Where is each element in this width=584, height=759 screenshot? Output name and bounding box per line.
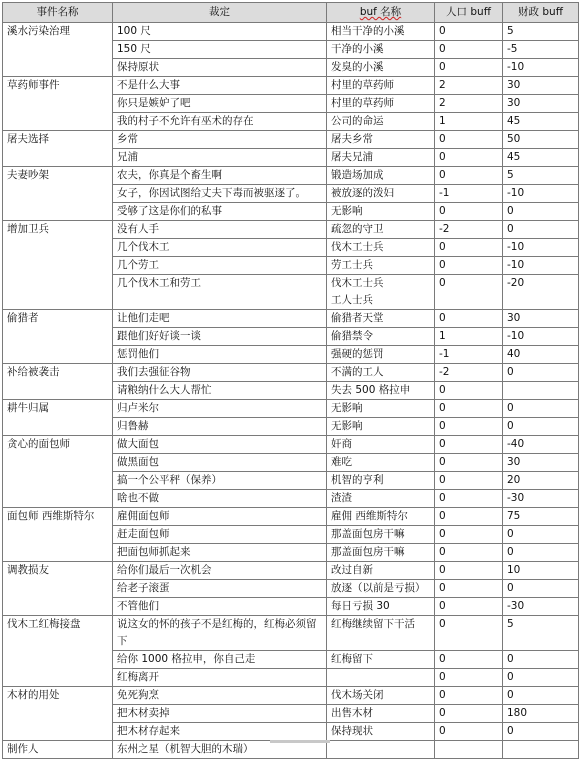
decision-cell: 说这女的怀的孩子不是红梅的，红梅必须留下: [113, 616, 327, 651]
table-row: [3, 364, 579, 382]
finance-buff-cell: -10: [503, 239, 579, 257]
finance-buff-cell: -10: [503, 328, 579, 346]
population-buff-cell: 0: [435, 418, 503, 436]
buf-name-cell: 公司的命运: [327, 113, 435, 131]
decision-cell: 保持原状: [113, 59, 327, 77]
population-buff-cell: 0: [435, 41, 503, 59]
event-name-cell: 溪水污染治理: [3, 23, 113, 77]
table-row: [3, 687, 579, 705]
event-name-cell: 补给被袭击: [3, 364, 113, 400]
buff-table-sheet: [2, 2, 579, 759]
decision-cell: 给老子滚蛋: [113, 580, 327, 598]
population-buff-cell: 2: [435, 77, 503, 95]
finance-buff-cell: 20: [503, 472, 579, 490]
finance-buff-cell: 0: [503, 580, 579, 598]
buf-name-cell: 锻造场加成: [327, 167, 435, 185]
population-buff-cell: 1: [435, 113, 503, 131]
decision-cell: 给你们最后一次机会: [113, 562, 327, 580]
decision-cell: 几个劳工: [113, 257, 327, 275]
buf-name-cell: 相当干净的小溪: [327, 23, 435, 41]
table-row: [3, 310, 579, 328]
buf-name-cell: 奸商: [327, 436, 435, 454]
finance-buff-cell: 0: [503, 364, 579, 382]
decision-cell: 把木材存起来: [113, 723, 327, 741]
event-name-cell: 夫妻吵架: [3, 167, 113, 221]
table-row: [3, 741, 579, 759]
decision-cell: 让他们走吧: [113, 310, 327, 328]
table-row: [3, 616, 579, 651]
decision-cell: 归鲁赫: [113, 418, 327, 436]
buf-name-cell: 无影响: [327, 418, 435, 436]
population-buff-cell: 0: [435, 580, 503, 598]
decision-cell: 把面包师抓起来: [113, 544, 327, 562]
finance-buff-cell: 0: [503, 526, 579, 544]
finance-buff-cell: 75: [503, 508, 579, 526]
decision-cell: 赶走面包师: [113, 526, 327, 544]
buf-name-cell: 被放逐的泼妇: [327, 185, 435, 203]
population-buff-cell: 0: [435, 203, 503, 221]
finance-buff-cell: -5: [503, 41, 579, 59]
buf-name-cell: 无影响: [327, 400, 435, 418]
buf-name-cell: 放逐（以前是亏损）: [327, 580, 435, 598]
decision-cell: 搞一个公平秤（保养）: [113, 472, 327, 490]
finance-buff-cell: 0: [503, 651, 579, 669]
buf-name-cell: 不满的工人: [327, 364, 435, 382]
buf-name-cell: 机智的亨利: [327, 472, 435, 490]
population-buff-cell: 0: [435, 131, 503, 149]
table-row: [3, 23, 579, 41]
population-buff-cell: 0: [435, 669, 503, 687]
buf-name-cell: 偷猎禁令: [327, 328, 435, 346]
population-buff-cell: 0: [435, 149, 503, 167]
buf-name-cell: 发臭的小溪: [327, 59, 435, 77]
table-row: [3, 562, 579, 580]
decision-cell: 做大面包: [113, 436, 327, 454]
table-row: [3, 400, 579, 418]
population-buff-cell: 0: [435, 526, 503, 544]
header-decision: 裁定: [113, 3, 327, 23]
decision-cell: 归卢米尔: [113, 400, 327, 418]
population-buff-cell: 0: [435, 616, 503, 651]
population-buff-cell: 0: [435, 400, 503, 418]
population-buff-cell: 0: [435, 472, 503, 490]
buf-name-cell: 伐木工士兵 工人士兵: [327, 275, 435, 310]
finance-buff-cell: 10: [503, 562, 579, 580]
finance-buff-cell: -40: [503, 436, 579, 454]
buf-name-cell: 伐木工士兵: [327, 239, 435, 257]
header-population: 人口 buff: [435, 3, 503, 23]
decision-cell: 红梅离开: [113, 669, 327, 687]
buf-name-cell: 村里的草药师: [327, 95, 435, 113]
decision-cell: 雇佣面包师: [113, 508, 327, 526]
decision-cell: 乡常: [113, 131, 327, 149]
finance-buff-cell: -10: [503, 185, 579, 203]
table-row: [3, 131, 579, 149]
population-buff-cell: 0: [435, 687, 503, 705]
buf-name-cell: [327, 741, 435, 759]
finance-buff-cell: 30: [503, 95, 579, 113]
event-name-cell: 调教损友: [3, 562, 113, 616]
population-buff-cell: 1: [435, 328, 503, 346]
finance-buff-cell: 30: [503, 77, 579, 95]
buf-name-cell: 那盖面包房干嘛: [327, 544, 435, 562]
buf-name-cell: 伐木场关闭: [327, 687, 435, 705]
population-buff-cell: [435, 741, 503, 759]
decision-cell: 不是什么大事: [113, 77, 327, 95]
decision-cell: 几个伐木工和劳工: [113, 275, 327, 310]
buf-name-cell: 干净的小溪: [327, 41, 435, 59]
buff-table: [2, 2, 579, 759]
finance-buff-cell: 50: [503, 131, 579, 149]
buf-name-cell: 每日亏损 30: [327, 598, 435, 616]
population-buff-cell: -1: [435, 346, 503, 364]
table-row: [3, 221, 579, 239]
buf-name-cell: 屠夫兄浦: [327, 149, 435, 167]
population-buff-cell: 0: [435, 275, 503, 310]
decision-cell: 女子，你因试图给丈夫下毒而被驱逐了。: [113, 185, 327, 203]
finance-buff-cell: 0: [503, 687, 579, 705]
page-divider: [270, 740, 330, 743]
buf-name-cell: 雇佣 西维斯特尔: [327, 508, 435, 526]
population-buff-cell: -1: [435, 185, 503, 203]
header-row: [3, 3, 579, 23]
buf-name-cell: [327, 669, 435, 687]
buf-name-cell: 屠夫乡常: [327, 131, 435, 149]
finance-buff-cell: -10: [503, 59, 579, 77]
event-name-cell: 耕牛归属: [3, 400, 113, 436]
decision-cell: 100 尺: [113, 23, 327, 41]
decision-cell: 兄浦: [113, 149, 327, 167]
decision-cell: 农夫，你真是个畜生啊: [113, 167, 327, 185]
buf-name-cell: 红梅继续留下干活: [327, 616, 435, 651]
buf-name-cell: 疏忽的守卫: [327, 221, 435, 239]
buf-name-cell: 失去 500 格拉申: [327, 382, 435, 400]
finance-buff-cell: [503, 382, 579, 400]
event-name-cell: 制作人: [3, 741, 113, 759]
population-buff-cell: 0: [435, 436, 503, 454]
population-buff-cell: 0: [435, 544, 503, 562]
decision-cell: 惩罚他们: [113, 346, 327, 364]
finance-buff-cell: 0: [503, 418, 579, 436]
decision-cell: 150 尺: [113, 41, 327, 59]
decision-cell: 东州之星（机智大胆的木瑞）: [113, 741, 327, 759]
decision-cell: 受够了这是你们的私事: [113, 203, 327, 221]
decision-cell: 请粮纳什么大人帮忙: [113, 382, 327, 400]
buf-name-cell: 改过自新: [327, 562, 435, 580]
population-buff-cell: 0: [435, 59, 503, 77]
population-buff-cell: 0: [435, 23, 503, 41]
population-buff-cell: 0: [435, 239, 503, 257]
finance-buff-cell: -20: [503, 275, 579, 310]
decision-cell: 做黑面包: [113, 454, 327, 472]
population-buff-cell: 0: [435, 508, 503, 526]
finance-buff-cell: 45: [503, 149, 579, 167]
header-buf-label: buf 名称: [359, 6, 402, 18]
finance-buff-cell: 5: [503, 167, 579, 185]
decision-cell: 给你 1000 格拉申，你自己走: [113, 651, 327, 669]
finance-buff-cell: -10: [503, 257, 579, 275]
decision-cell: 我的村子不允许有巫术的存在: [113, 113, 327, 131]
finance-buff-cell: 30: [503, 454, 579, 472]
finance-buff-cell: 40: [503, 346, 579, 364]
table-row: [3, 167, 579, 185]
buf-name-cell: 红梅留下: [327, 651, 435, 669]
population-buff-cell: 0: [435, 598, 503, 616]
event-name-cell: 草药师事件: [3, 77, 113, 131]
finance-buff-cell: 5: [503, 616, 579, 651]
buf-name-cell: 难吃: [327, 454, 435, 472]
finance-buff-cell: 5: [503, 23, 579, 41]
finance-buff-cell: 0: [503, 203, 579, 221]
header-finance: 财政 buff: [503, 3, 579, 23]
event-name-cell: 贪心的面包师: [3, 436, 113, 508]
finance-buff-cell: 0: [503, 723, 579, 741]
population-buff-cell: 0: [435, 310, 503, 328]
decision-cell: 免死狗烹: [113, 687, 327, 705]
finance-buff-cell: 45: [503, 113, 579, 131]
population-buff-cell: -2: [435, 221, 503, 239]
event-name-cell: 屠夫选择: [3, 131, 113, 167]
population-buff-cell: 0: [435, 382, 503, 400]
buf-name-cell: 劳工士兵: [327, 257, 435, 275]
population-buff-cell: -2: [435, 364, 503, 382]
finance-buff-cell: -30: [503, 598, 579, 616]
table-row: [3, 508, 579, 526]
table-row: [3, 77, 579, 95]
finance-buff-cell: 180: [503, 705, 579, 723]
population-buff-cell: 0: [435, 562, 503, 580]
event-name-cell: 伐木工红梅接盘: [3, 616, 113, 687]
population-buff-cell: 2: [435, 95, 503, 113]
population-buff-cell: 0: [435, 167, 503, 185]
population-buff-cell: 0: [435, 490, 503, 508]
population-buff-cell: 0: [435, 454, 503, 472]
finance-buff-cell: 0: [503, 400, 579, 418]
buf-name-cell: 强硬的惩罚: [327, 346, 435, 364]
event-name-cell: 偷猎者: [3, 310, 113, 364]
buf-name-cell: 无影响: [327, 203, 435, 221]
header-event: 事件名称: [3, 3, 113, 23]
buf-name-cell: 保持现状: [327, 723, 435, 741]
decision-cell: 把木材卖掉: [113, 705, 327, 723]
buf-name-cell: 村里的草药师: [327, 77, 435, 95]
population-buff-cell: 0: [435, 651, 503, 669]
buf-name-cell: 偷猎者天堂: [327, 310, 435, 328]
table-body: [3, 23, 579, 759]
decision-cell: 我们去强征谷物: [113, 364, 327, 382]
header-buf: [327, 3, 435, 23]
decision-cell: 跟他们好好谈一谈: [113, 328, 327, 346]
finance-buff-cell: 0: [503, 669, 579, 687]
buf-name-cell: 出售木材: [327, 705, 435, 723]
decision-cell: 不管他们: [113, 598, 327, 616]
decision-cell: 你只是嫉妒了吧: [113, 95, 327, 113]
finance-buff-cell: -30: [503, 490, 579, 508]
finance-buff-cell: [503, 741, 579, 759]
population-buff-cell: 0: [435, 257, 503, 275]
finance-buff-cell: 0: [503, 544, 579, 562]
event-name-cell: 增加卫兵: [3, 221, 113, 310]
event-name-cell: 木材的用处: [3, 687, 113, 741]
finance-buff-cell: 30: [503, 310, 579, 328]
buf-name-cell: 那盖面包房干嘛: [327, 526, 435, 544]
decision-cell: 几个伐木工: [113, 239, 327, 257]
finance-buff-cell: 0: [503, 221, 579, 239]
population-buff-cell: 0: [435, 723, 503, 741]
population-buff-cell: 0: [435, 705, 503, 723]
buf-name-cell: 渣渣: [327, 490, 435, 508]
decision-cell: 啥也不做: [113, 490, 327, 508]
event-name-cell: 面包师 西维斯特尔: [3, 508, 113, 562]
table-row: [3, 436, 579, 454]
decision-cell: 没有人手: [113, 221, 327, 239]
